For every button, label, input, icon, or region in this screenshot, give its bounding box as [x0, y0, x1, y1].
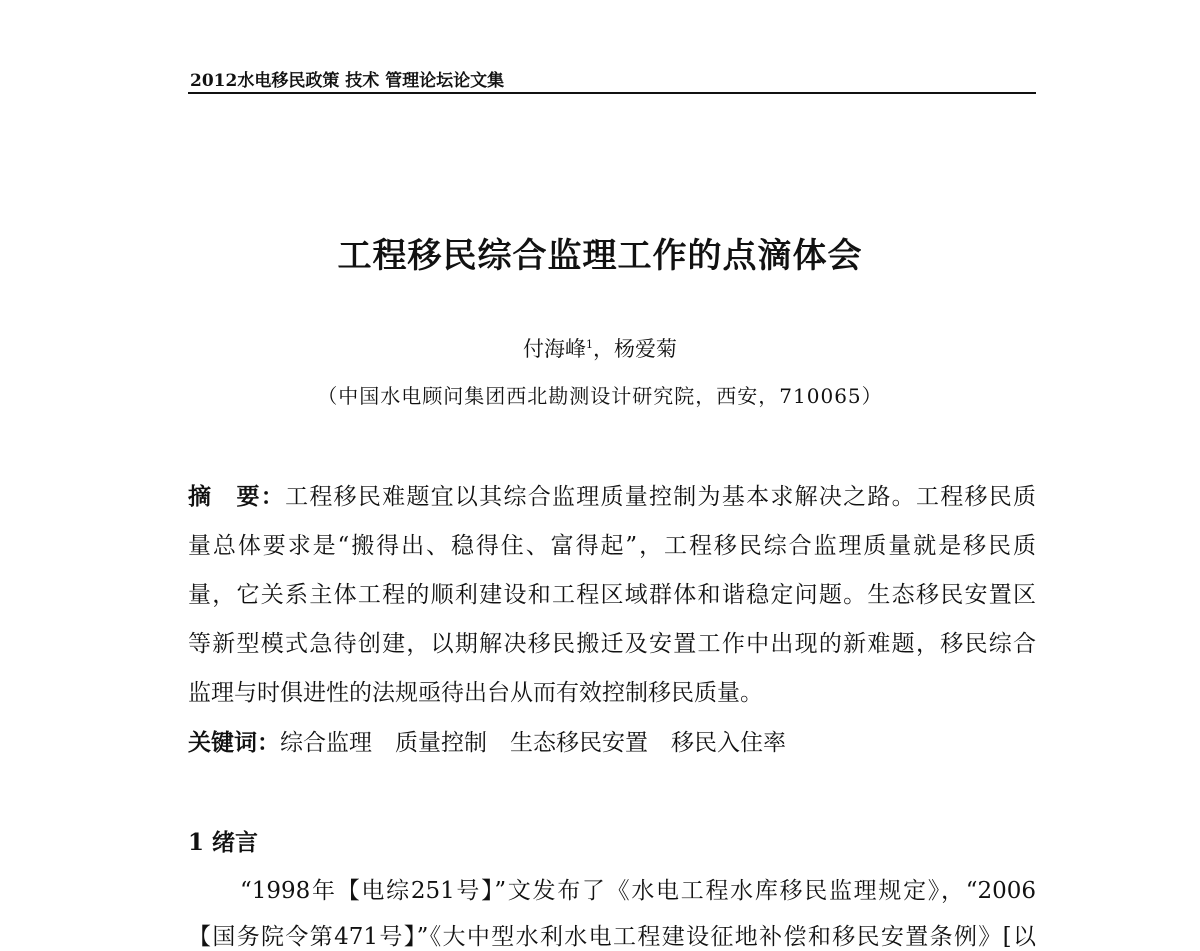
- paragraph-line: 【国务院令第471号】”《大中型水利水电工程建设征地补偿和移民安置条例》[以: [188, 924, 1036, 950]
- author-1: 付海峰: [523, 337, 586, 361]
- author-2: 杨爱菊: [614, 337, 677, 361]
- keywords-list: 综合监理 质量控制 生态移民安置 移民入住率: [280, 730, 786, 756]
- paragraph-line: “1998年【电综251号】”文发布了《水电工程水库移民监理规定》，“2006: [240, 878, 1036, 904]
- author-sep: ，: [593, 337, 614, 361]
- abstract-line: 等新型模式急待创建，以期解决移民搬迁及安置工作中出现的新难题，移民综合: [188, 631, 1036, 657]
- section-heading: 1 绪言: [188, 829, 259, 856]
- abstract-line: 量，它关系主体工程的顺利建设和工程区域群体和谐稳定问题。生态移民安置区: [188, 582, 1036, 608]
- running-header: 2012水电移民政策 技术 管理论坛论文集: [190, 71, 505, 91]
- abstract-text: 工程移民难题宜以其综合监理质量控制为基本求解决之路。工程移民质: [285, 484, 1037, 510]
- authors: [0, 333, 1200, 363]
- author-mark: 1: [586, 338, 593, 351]
- header-rule: [188, 92, 1036, 94]
- keywords: [188, 724, 1036, 757]
- affiliation: （中国水电顾问集团西北勘测设计研究院，西安，710065）: [317, 384, 883, 408]
- abstract-line: 监理与时俱进性的法规亟待出台从而有效控制移民质量。: [188, 680, 763, 706]
- keywords-label: 关键词：: [188, 729, 280, 756]
- abstract-line: [188, 478, 1036, 511]
- paper-title: 工程移民综合监理工作的点滴体会: [337, 236, 863, 276]
- abstract-label: 摘 要：: [188, 483, 286, 510]
- abstract-line: 量总体要求是“搬得出、稳得住、富得起”，工程移民综合监理质量就是移民质: [188, 533, 1036, 559]
